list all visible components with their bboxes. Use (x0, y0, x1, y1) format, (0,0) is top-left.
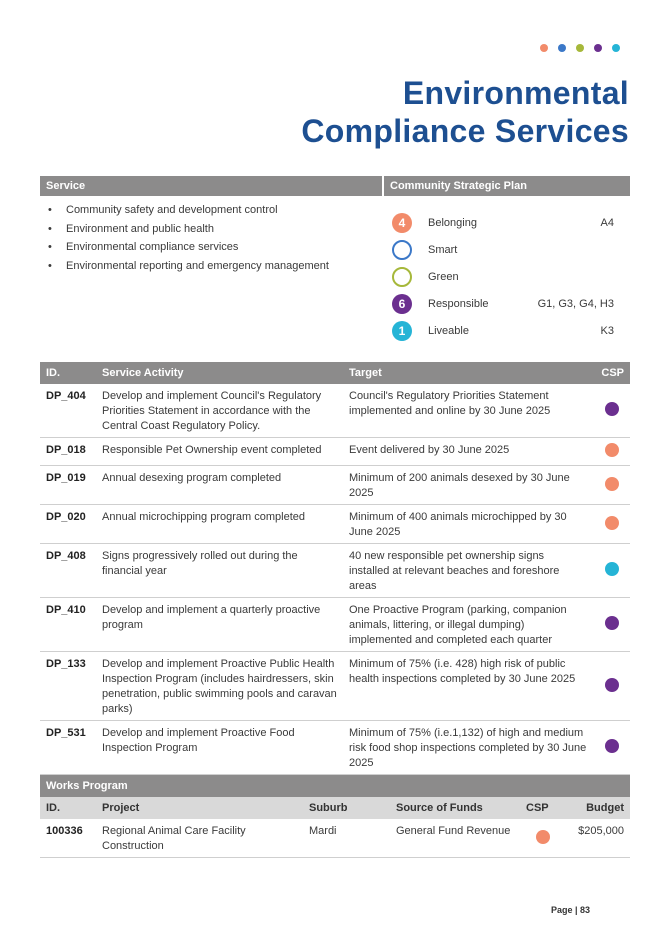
csp-circle-icon: 6 (392, 294, 412, 314)
activity-id: DP_531 (40, 721, 96, 775)
csp-dot-icon (536, 830, 550, 844)
table-row (40, 598, 630, 652)
decor-dot (612, 44, 620, 52)
activity-text: Develop and implement a quarterly proactive program (96, 598, 343, 652)
works-id: 100336 (40, 819, 96, 858)
col-header-csp: CSP (593, 362, 630, 384)
csp-codes: G1, G3, G4, H3 (537, 297, 614, 310)
activity-id: DP_133 (40, 652, 96, 721)
works-suburb: Mardi (303, 819, 390, 858)
csp-dot-icon (605, 678, 619, 692)
activity-target: Minimum of 200 animals desexed by 30 June 2025 (343, 466, 593, 505)
col-header-activity: Service Activity (96, 362, 343, 384)
activity-target: Council's Regulatory Priorities Statement implemented and online by 30 June 2025 (343, 384, 593, 438)
activity-target: Minimum of 75% (i.e. 428) high risk of public health inspections completed by 30 June 2025 (343, 652, 593, 721)
activity-text: Annual desexing program completed (96, 466, 343, 505)
csp-dot-icon (605, 477, 619, 491)
csp-header: Community Strategic Plan (390, 180, 527, 192)
table-row (40, 505, 630, 544)
works-project: Regional Animal Care Facility Construction (96, 819, 303, 858)
csp-name: Green (428, 270, 459, 283)
csp-row (392, 317, 622, 344)
page-title-line2: Compliance Services (301, 113, 629, 149)
csp-dot-icon (605, 402, 619, 416)
activity-id: DP_018 (40, 438, 96, 466)
csp-cell (593, 544, 630, 598)
activity-target: Event delivered by 30 June 2025 (343, 438, 593, 466)
works-title: Works Program (40, 775, 630, 797)
table-row (40, 544, 630, 598)
table-row (40, 819, 630, 858)
table-row (40, 721, 630, 775)
activity-text: Signs progressively rolled out during the financial year (96, 544, 343, 598)
activity-text: Develop and implement Proactive Food Inspection Program (96, 721, 343, 775)
csp-circle-icon: 4 (392, 213, 412, 233)
csp-cell (593, 384, 630, 438)
csp-cell (593, 466, 630, 505)
csp-dot-icon (605, 516, 619, 530)
decor-dot (540, 44, 548, 52)
activity-id: DP_404 (40, 384, 96, 438)
col-header-id: ID. (40, 797, 96, 819)
page-number: Page | 83 (551, 905, 591, 915)
decorative-dots (540, 44, 620, 52)
col-header-target: Target (343, 362, 593, 384)
table-row (40, 466, 630, 505)
csp-row (392, 263, 622, 290)
csp-row (392, 236, 622, 263)
csp-cell (520, 819, 565, 858)
activity-text: Responsible Pet Ownership event completed (96, 438, 343, 466)
table-header-row (40, 362, 630, 384)
works-budget: $205,000 (565, 819, 630, 858)
csp-cell (593, 721, 630, 775)
csp-row (392, 209, 622, 236)
csp-name: Responsible (428, 297, 489, 310)
table-row (40, 438, 630, 466)
csp-circle-icon (392, 240, 412, 260)
csp-name: Smart (428, 243, 458, 256)
col-header-id: ID. (40, 362, 96, 384)
activity-target: 40 new responsible pet ownership signs installed at relevant beaches and foreshore areas (343, 544, 593, 598)
service-item: • Community safety and development control (48, 201, 329, 220)
csp-name: Belonging (428, 216, 477, 229)
csp-cell (593, 438, 630, 466)
csp-codes: A4 (600, 216, 614, 229)
csp-circle-icon (392, 267, 412, 287)
csp-dot-icon (605, 443, 619, 457)
csp-dot-icon (605, 739, 619, 753)
csp-codes: K3 (600, 324, 614, 337)
activity-text: Develop and implement Council's Regulatory Priorities Statement in accordance with the Central Coast Regulatory Policy. (96, 384, 343, 438)
activity-text: Annual microchipping program completed (96, 505, 343, 544)
csp-dot-icon (605, 616, 619, 630)
csp-row (392, 290, 622, 317)
activity-text: Develop and implement Proactive Public Health Inspection Program (includes hairdressers, skin penetration, public swimming pools and caravan parks) (96, 652, 343, 721)
service-list (48, 201, 329, 275)
activity-id: DP_410 (40, 598, 96, 652)
decor-dot (594, 44, 602, 52)
service-header-bar (40, 176, 630, 196)
table-row (40, 384, 630, 438)
col-header-budget: Budget (565, 797, 630, 819)
works-program-table (40, 775, 630, 858)
activity-id: DP_408 (40, 544, 96, 598)
col-header-suburb: Suburb (303, 797, 390, 819)
decor-dot (558, 44, 566, 52)
csp-cell (593, 598, 630, 652)
service-header: Service (40, 176, 384, 196)
works-source: General Fund Revenue (390, 819, 520, 858)
csp-cell (593, 652, 630, 721)
csp-name: Liveable (428, 324, 469, 337)
col-header-csp: CSP (520, 797, 565, 819)
csp-circle-icon: 1 (392, 321, 412, 341)
service-activity-table (40, 362, 630, 775)
csp-list (392, 209, 622, 344)
service-item: • Environment and public health (48, 220, 329, 239)
table-row (40, 652, 630, 721)
service-item: • Environmental reporting and emergency management (48, 257, 329, 276)
activity-target: One Proactive Program (parking, companion animals, littering, or illegal dumping) implemented and completed each quarter (343, 598, 593, 652)
csp-dot-icon (605, 562, 619, 576)
page-title (301, 74, 629, 150)
col-header-source: Source of Funds (390, 797, 520, 819)
works-title-row (40, 775, 630, 797)
activity-target: Minimum of 75% (i.e.1,132) of high and medium risk food shop inspections completed by 30 June 2025 (343, 721, 593, 775)
activity-id: DP_020 (40, 505, 96, 544)
col-header-project: Project (96, 797, 303, 819)
works-header-row (40, 797, 630, 819)
decor-dot (576, 44, 584, 52)
activity-target: Minimum of 400 animals microchipped by 30 June 2025 (343, 505, 593, 544)
csp-cell (593, 505, 630, 544)
service-item: • Environmental compliance services (48, 238, 329, 257)
page-title-line1: Environmental (402, 75, 629, 111)
activity-id: DP_019 (40, 466, 96, 505)
